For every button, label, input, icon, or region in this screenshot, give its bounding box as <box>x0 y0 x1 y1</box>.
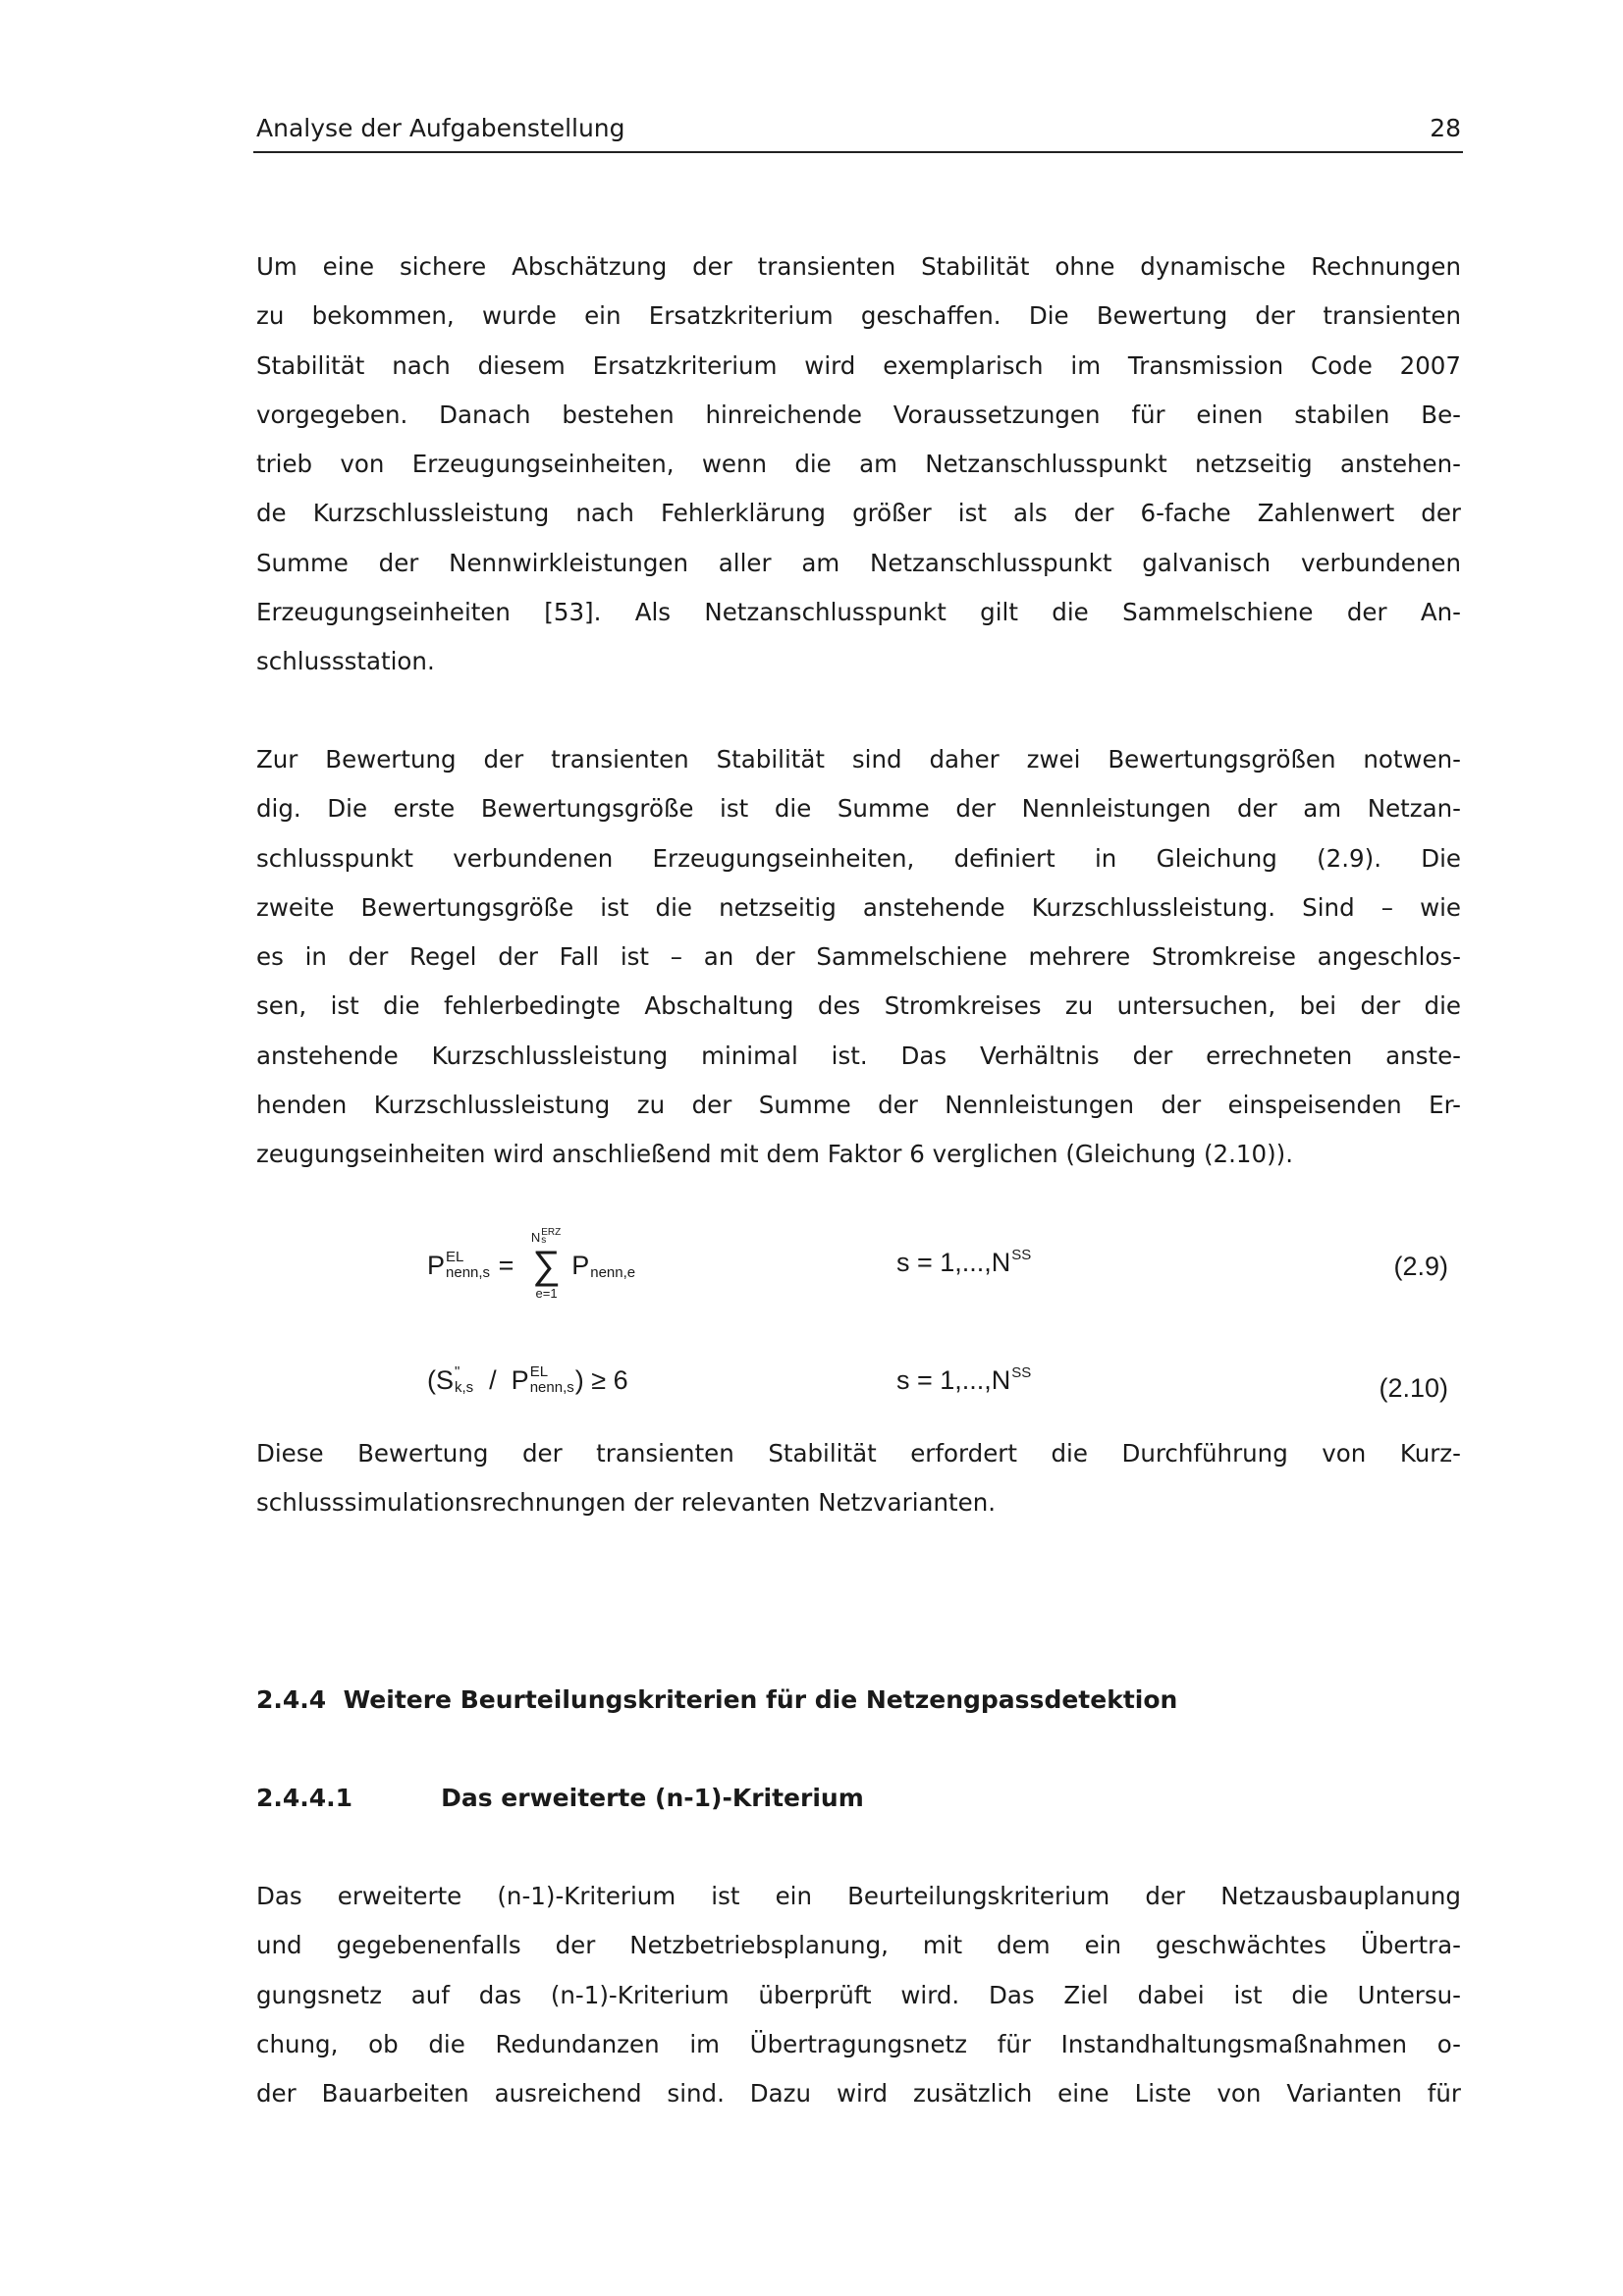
eq-symbol: P <box>427 1250 446 1280</box>
text-line: gungsnetz auf das (n-1)-Kriterium überprüft wird. Das Ziel dabei ist die Untersu- <box>256 1980 1461 2009</box>
text-line: Erzeugungseinheiten [53]. Als Netzanschlusspunkt gilt die Sammelschiene der An- <box>256 598 1461 627</box>
text-line: Summe der Nennwirkleistungen aller am Netzanschlusspunkt galvanisch verbundenen <box>256 548 1461 577</box>
sum-lower: e=1 <box>535 1286 558 1301</box>
sum-upper: N ERZ s <box>530 1227 562 1246</box>
text-line: schlusspunkt verbundenen Erzeugungseinheiten, definiert in Gleichung (2.9). Die <box>256 843 1461 873</box>
paragraph <box>256 1429 1461 1528</box>
eq-script-stack <box>446 1250 490 1281</box>
text-line: de Kurzschlussleistung nach Fehlerklärung größer ist als der 6-fache Zahlenwert der <box>256 499 1461 528</box>
text-line: henden Kurzschlussleistung zu der Summe der Nennleistungen der einspeisenden Er- <box>256 1091 1461 1120</box>
text-line: der Bauarbeiten ausreichend sind. Dazu wird zusätzlich eine Liste von Varianten für <box>256 2079 1461 2109</box>
page-number: 28 <box>1430 114 1461 142</box>
text-line: dig. Die erste Bewertungsgröße ist die Summe der Nennleistungen der am Netzan- <box>256 794 1461 824</box>
paragraph <box>256 735 1461 1180</box>
sum-symbol <box>531 1229 562 1301</box>
text-line: trieb von Erzeugungseinheiten, wenn die am Netzanschlusspunkt netzseitig anstehen- <box>256 450 1461 479</box>
eq-term: P <box>571 1250 590 1280</box>
text-line: chung, ob die Redundanzen im Übertragungsnetz für Instandhaltungsmaßnahmen o- <box>256 2029 1461 2058</box>
equation-2-9-condition: s = 1,...,N SS <box>896 1247 1032 1277</box>
text-line: sen, ist die fehlerbedingte Abschaltung des Stromkreises zu untersuchen, bei der die <box>256 991 1461 1021</box>
text-line: Das erweiterte (n-1)-Kriterium ist ein Beurteilungskriterium der Netzausbauplanung <box>256 1882 1461 1910</box>
text-line: schlussstation. <box>256 647 435 676</box>
text-line: und gegebenenfalls der Netzbetriebsplanung, mit dem ein geschwächtes Übertra- <box>256 1931 1461 1960</box>
text-line: Um eine sichere Abschätzung der transienten Stabilität ohne dynamische Rechnungen <box>256 252 1461 281</box>
eq-sub: nenn,s <box>446 1263 491 1281</box>
text-line: zeugungseinheiten wird anschließend mit dem Faktor 6 verglichen (Gleichung (2.10)). <box>256 1140 1294 1169</box>
text-line: Diese Bewertung der transienten Stabilität erfordert die Durchführung von Kurz- <box>256 1439 1461 1468</box>
equation-2-10: (S " k,s / P EL nenn,s ) ≥ 6 <box>427 1363 628 1396</box>
eq-sub: nenn,e <box>590 1263 636 1281</box>
text-line: Zur Bewertung der transienten Stabilität sind daher zwei Bewertungsgrößen notwen- <box>256 745 1461 774</box>
header-rule <box>253 151 1463 153</box>
equation-2-10-condition: s = 1,...,N SS <box>896 1364 1032 1395</box>
equation-2-9-number: (2.9) <box>1393 1252 1448 1281</box>
sigma: ∑ <box>532 1244 561 1287</box>
running-header-title: Analyse der Aufgabenstellung <box>256 114 625 142</box>
section-heading-2-4-4-1: 2.4.4.1 Das erweiterte (n-1)-Kriterium <box>256 1784 864 1812</box>
eq-equals: = <box>491 1250 521 1280</box>
section-heading-2-4-4: 2.4.4 Weitere Beurteilungskriterien für die Netzengpassdetektion <box>256 1685 1178 1714</box>
paragraph <box>256 1872 1461 2118</box>
text-line: schlusssimulationsrechnungen der relevanten Netzvarianten. <box>256 1488 997 1518</box>
text-line: zweite Bewertungsgröße ist die netzseitig anstehende Kurzschlussleistung. Sind – wie <box>256 892 1461 922</box>
equation-2-10-number: (2.10) <box>1379 1373 1448 1403</box>
paragraph <box>256 242 1461 687</box>
text-line: vorgegeben. Danach bestehen hinreichende Voraussetzungen für einen stabilen Be- <box>256 400 1461 429</box>
equation-2-9 <box>427 1229 636 1301</box>
eq-script-stack <box>590 1250 635 1281</box>
text-line: zu bekommen, wurde ein Ersatzkriterium geschaffen. Die Bewertung der transienten <box>256 301 1461 331</box>
text-line: Stabilität nach diesem Ersatzkriterium wird exemplarisch im Transmission Code 2007 <box>256 350 1461 380</box>
text-line: es in der Regel der Fall ist – an der Sammelschiene mehrere Stromkreise angeschlos- <box>256 942 1461 972</box>
eq-sup: EL <box>446 1248 464 1265</box>
text-line: anstehende Kurzschlussleistung minimal ist. Das Verhältnis der errechneten anste- <box>256 1041 1461 1070</box>
